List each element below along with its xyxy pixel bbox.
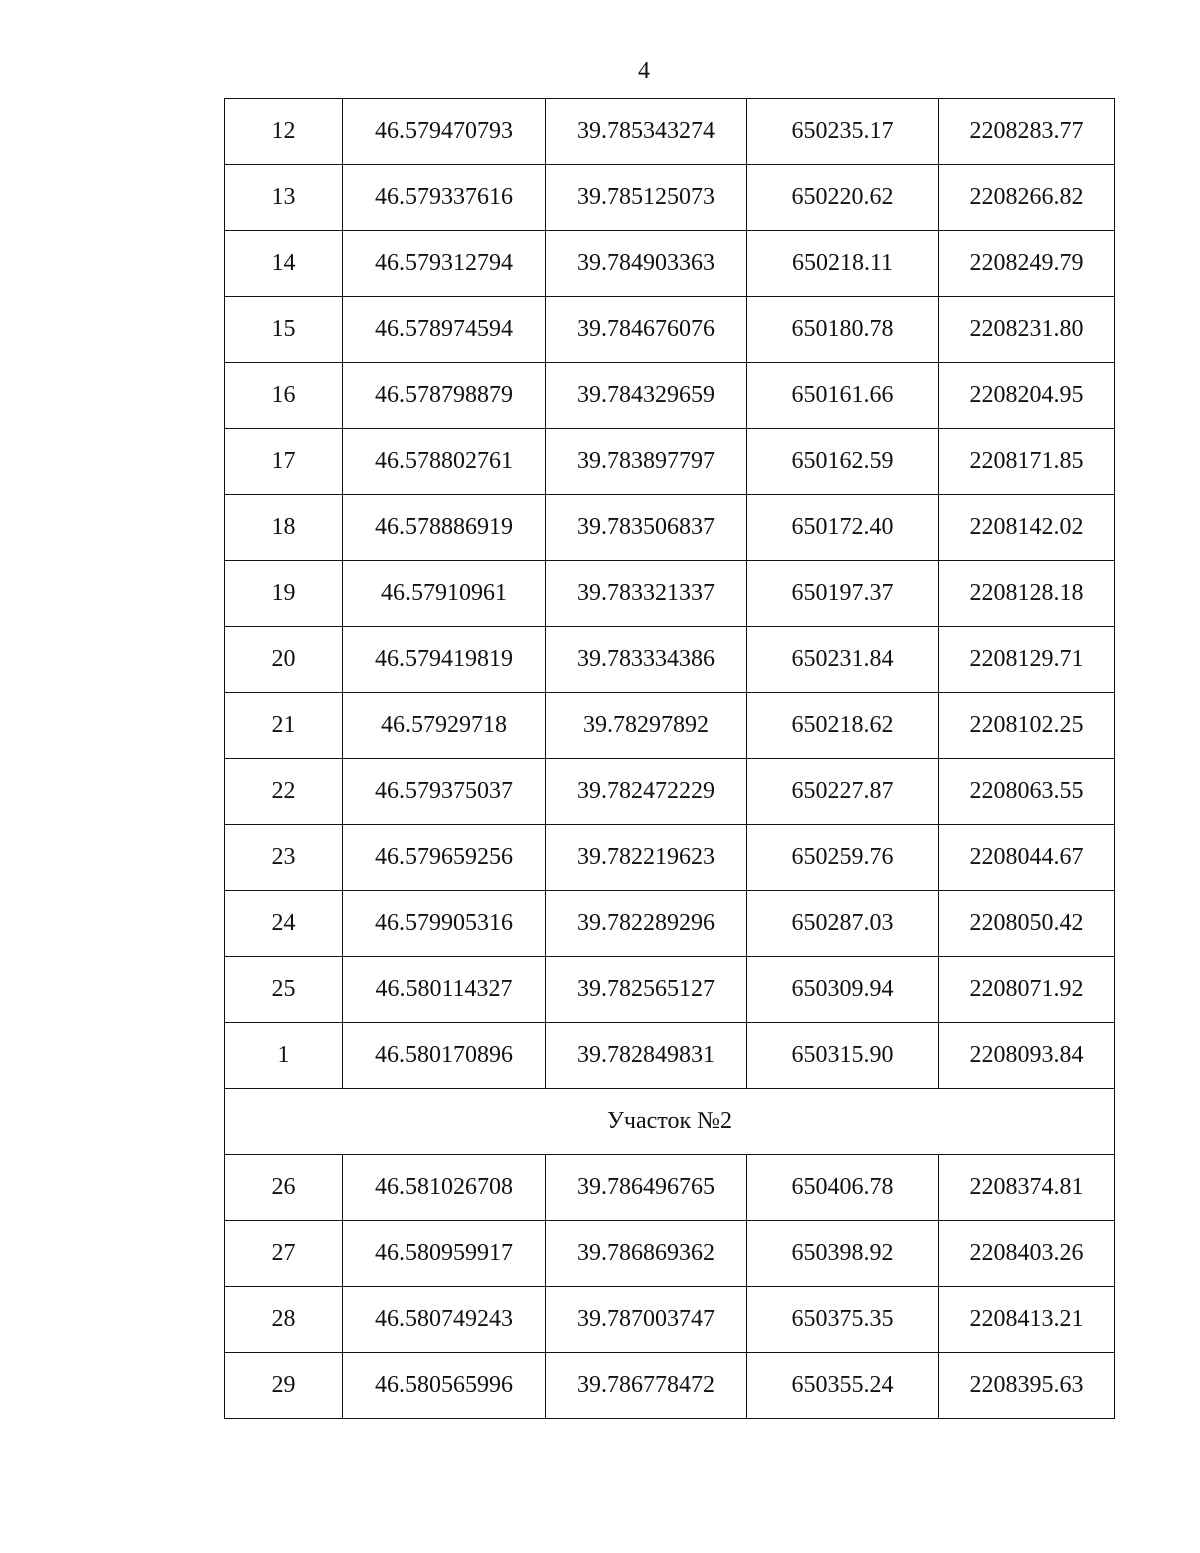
latitude-cell: 46.580114327 xyxy=(343,957,546,1023)
y-coordinate-cell: 2208403.26 xyxy=(939,1221,1115,1287)
latitude-cell: 46.578798879 xyxy=(343,363,546,429)
section-header-row xyxy=(225,1089,1115,1155)
longitude-cell: 39.785343274 xyxy=(546,99,747,165)
x-coordinate-cell: 650161.66 xyxy=(747,363,939,429)
longitude-cell: 39.787003747 xyxy=(546,1287,747,1353)
coordinates-table-body xyxy=(225,99,1115,1419)
x-coordinate-cell: 650235.17 xyxy=(747,99,939,165)
x-coordinate-cell: 650172.40 xyxy=(747,495,939,561)
table-row xyxy=(225,627,1115,693)
latitude-cell: 46.579375037 xyxy=(343,759,546,825)
longitude-cell: 39.786778472 xyxy=(546,1353,747,1419)
longitude-cell: 39.782289296 xyxy=(546,891,747,957)
latitude-cell: 46.578802761 xyxy=(343,429,546,495)
longitude-cell: 39.786496765 xyxy=(546,1155,747,1221)
longitude-cell: 39.784903363 xyxy=(546,231,747,297)
table-row xyxy=(225,1353,1115,1419)
table-row xyxy=(225,495,1115,561)
longitude-cell: 39.783897797 xyxy=(546,429,747,495)
point-number-cell: 12 xyxy=(225,99,343,165)
point-number-cell: 13 xyxy=(225,165,343,231)
y-coordinate-cell: 2208128.18 xyxy=(939,561,1115,627)
y-coordinate-cell: 2208093.84 xyxy=(939,1023,1115,1089)
longitude-cell: 39.783334386 xyxy=(546,627,747,693)
point-number-cell: 18 xyxy=(225,495,343,561)
x-coordinate-cell: 650375.35 xyxy=(747,1287,939,1353)
point-number-cell: 20 xyxy=(225,627,343,693)
x-coordinate-cell: 650398.92 xyxy=(747,1221,939,1287)
y-coordinate-cell: 2208063.55 xyxy=(939,759,1115,825)
y-coordinate-cell: 2208142.02 xyxy=(939,495,1115,561)
point-number-cell: 25 xyxy=(225,957,343,1023)
table-row xyxy=(225,1023,1115,1089)
point-number-cell: 15 xyxy=(225,297,343,363)
point-number-cell: 22 xyxy=(225,759,343,825)
x-coordinate-cell: 650309.94 xyxy=(747,957,939,1023)
coordinates-table xyxy=(224,98,1115,1419)
longitude-cell: 39.782565127 xyxy=(546,957,747,1023)
point-number-cell: 23 xyxy=(225,825,343,891)
x-coordinate-cell: 650197.37 xyxy=(747,561,939,627)
point-number-cell: 24 xyxy=(225,891,343,957)
point-number-cell: 19 xyxy=(225,561,343,627)
table-row xyxy=(225,891,1115,957)
page-number: 4 xyxy=(638,58,650,84)
table-row xyxy=(225,363,1115,429)
table-row xyxy=(225,957,1115,1023)
longitude-cell: 39.783321337 xyxy=(546,561,747,627)
x-coordinate-cell: 650227.87 xyxy=(747,759,939,825)
latitude-cell: 46.579419819 xyxy=(343,627,546,693)
x-coordinate-cell: 650406.78 xyxy=(747,1155,939,1221)
y-coordinate-cell: 2208050.42 xyxy=(939,891,1115,957)
latitude-cell: 46.579659256 xyxy=(343,825,546,891)
latitude-cell: 46.579905316 xyxy=(343,891,546,957)
longitude-cell: 39.784676076 xyxy=(546,297,747,363)
latitude-cell: 46.580959917 xyxy=(343,1221,546,1287)
table-row xyxy=(225,165,1115,231)
table-row xyxy=(225,99,1115,165)
y-coordinate-cell: 2208395.63 xyxy=(939,1353,1115,1419)
table-row xyxy=(225,1221,1115,1287)
point-number-cell: 17 xyxy=(225,429,343,495)
latitude-cell: 46.578886919 xyxy=(343,495,546,561)
point-number-cell: 14 xyxy=(225,231,343,297)
longitude-cell: 39.782472229 xyxy=(546,759,747,825)
table-row xyxy=(225,429,1115,495)
longitude-cell: 39.784329659 xyxy=(546,363,747,429)
table-row xyxy=(225,1155,1115,1221)
y-coordinate-cell: 2208102.25 xyxy=(939,693,1115,759)
longitude-cell: 39.78297892 xyxy=(546,693,747,759)
latitude-cell: 46.57929718 xyxy=(343,693,546,759)
table-row xyxy=(225,693,1115,759)
section-title: Участок №2 xyxy=(225,1089,1115,1155)
longitude-cell: 39.783506837 xyxy=(546,495,747,561)
longitude-cell: 39.782219623 xyxy=(546,825,747,891)
y-coordinate-cell: 2208071.92 xyxy=(939,957,1115,1023)
point-number-cell: 21 xyxy=(225,693,343,759)
latitude-cell: 46.580565996 xyxy=(343,1353,546,1419)
x-coordinate-cell: 650218.11 xyxy=(747,231,939,297)
table-row xyxy=(225,231,1115,297)
latitude-cell: 46.580749243 xyxy=(343,1287,546,1353)
y-coordinate-cell: 2208266.82 xyxy=(939,165,1115,231)
x-coordinate-cell: 650180.78 xyxy=(747,297,939,363)
latitude-cell: 46.578974594 xyxy=(343,297,546,363)
y-coordinate-cell: 2208413.21 xyxy=(939,1287,1115,1353)
latitude-cell: 46.581026708 xyxy=(343,1155,546,1221)
y-coordinate-cell: 2208249.79 xyxy=(939,231,1115,297)
point-number-cell: 28 xyxy=(225,1287,343,1353)
x-coordinate-cell: 650231.84 xyxy=(747,627,939,693)
point-number-cell: 29 xyxy=(225,1353,343,1419)
table-row xyxy=(225,759,1115,825)
point-number-cell: 26 xyxy=(225,1155,343,1221)
x-coordinate-cell: 650218.62 xyxy=(747,693,939,759)
y-coordinate-cell: 2208374.81 xyxy=(939,1155,1115,1221)
latitude-cell: 46.579312794 xyxy=(343,231,546,297)
point-number-cell: 27 xyxy=(225,1221,343,1287)
point-number-cell: 16 xyxy=(225,363,343,429)
y-coordinate-cell: 2208231.80 xyxy=(939,297,1115,363)
latitude-cell: 46.57910961 xyxy=(343,561,546,627)
y-coordinate-cell: 2208171.85 xyxy=(939,429,1115,495)
x-coordinate-cell: 650162.59 xyxy=(747,429,939,495)
longitude-cell: 39.782849831 xyxy=(546,1023,747,1089)
y-coordinate-cell: 2208204.95 xyxy=(939,363,1115,429)
x-coordinate-cell: 650220.62 xyxy=(747,165,939,231)
longitude-cell: 39.786869362 xyxy=(546,1221,747,1287)
table-row xyxy=(225,825,1115,891)
latitude-cell: 46.579337616 xyxy=(343,165,546,231)
point-number-cell: 1 xyxy=(225,1023,343,1089)
table-row xyxy=(225,297,1115,363)
table-row xyxy=(225,561,1115,627)
latitude-cell: 46.580170896 xyxy=(343,1023,546,1089)
x-coordinate-cell: 650259.76 xyxy=(747,825,939,891)
latitude-cell: 46.579470793 xyxy=(343,99,546,165)
x-coordinate-cell: 650287.03 xyxy=(747,891,939,957)
table-row xyxy=(225,1287,1115,1353)
y-coordinate-cell: 2208129.71 xyxy=(939,627,1115,693)
x-coordinate-cell: 650315.90 xyxy=(747,1023,939,1089)
x-coordinate-cell: 650355.24 xyxy=(747,1353,939,1419)
y-coordinate-cell: 2208283.77 xyxy=(939,99,1115,165)
y-coordinate-cell: 2208044.67 xyxy=(939,825,1115,891)
longitude-cell: 39.785125073 xyxy=(546,165,747,231)
